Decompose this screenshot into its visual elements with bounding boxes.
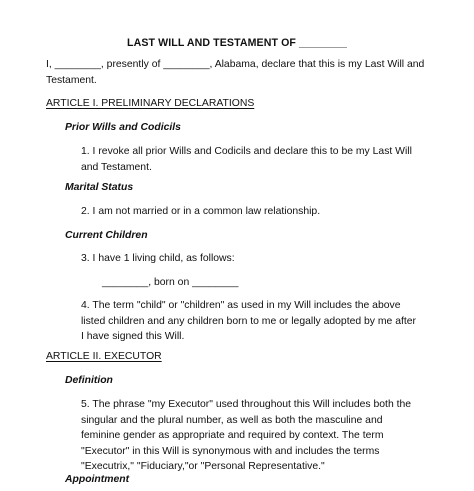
intro-paragraph: I, ________, presently of ________, Alabama, declare that this is my Last Will and Testament.	[46, 59, 425, 86]
appointment-heading: Appointment	[65, 474, 130, 485]
item-2-paragraph: 2. I am not married or in a common law relationship.	[81, 206, 321, 217]
item-4-paragraph: 4. The term "child" or "children" as used in my Will includes the above listed children and any children born to me or legally adopted by me after I have signed this Will.	[81, 300, 417, 342]
item-1-paragraph: 1. I revoke all prior Wills and Codicils and declare this to be my Last Will and Testament.	[81, 146, 412, 173]
document-title: LAST WILL AND TESTAMENT OF ________	[127, 37, 347, 49]
prior-wills-heading: Prior Wills and Codicils	[65, 122, 181, 133]
article-2-heading: ARTICLE II. EXECUTOR	[46, 351, 162, 362]
article-1-heading: ARTICLE I. PRELIMINARY DECLARATIONS	[46, 98, 255, 109]
definition-heading: Definition	[65, 375, 113, 386]
marital-status-heading: Marital Status	[65, 182, 134, 193]
child-line: ________, born on ________	[102, 277, 239, 288]
item-3-paragraph: 3. I have 1 living child, as follows:	[81, 253, 235, 264]
item-5-paragraph: 5. The phrase "my Executor" used throughout this Will includes both the singular and the plural number, as well as both the masculine and feminine gender as appropriate and required by context. The term "Executor" in this Will is synonymous with and includes the terms "Executrix," "Fiduciary,"or "Personal Representative."	[81, 399, 412, 472]
current-children-heading: Current Children	[65, 230, 148, 241]
